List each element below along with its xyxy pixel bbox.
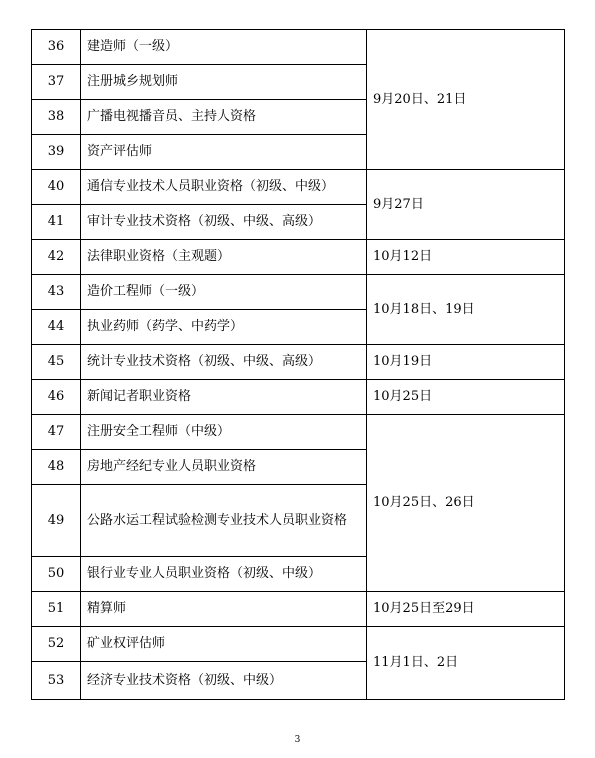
row-number: 40 <box>32 170 81 205</box>
exam-date: 10月18日、19日 <box>367 275 565 345</box>
table-row <box>32 380 565 415</box>
exam-name: 注册城乡规划师 <box>81 65 367 100</box>
exam-name: 广播电视播音员、主持人资格 <box>81 100 367 135</box>
row-number: 52 <box>32 627 81 662</box>
row-number: 44 <box>32 310 81 345</box>
exam-date: 10月25日、26日 <box>367 415 565 592</box>
exam-name: 统计专业技术资格（初级、中级、高级） <box>81 345 367 380</box>
exam-name: 通信专业技术人员职业资格（初级、中级） <box>81 170 367 205</box>
exam-date: 10月12日 <box>367 240 565 275</box>
exam-name: 审计专业技术资格（初级、中级、高级） <box>81 205 367 240</box>
table-row <box>32 170 565 205</box>
table-row <box>32 275 565 310</box>
table-row <box>32 627 565 662</box>
exam-name: 造价工程师（一级） <box>81 275 367 310</box>
row-number: 38 <box>32 100 81 135</box>
exam-name: 新闻记者职业资格 <box>81 380 367 415</box>
table-row <box>32 240 565 275</box>
exam-name: 注册安全工程师（中级） <box>81 415 367 450</box>
exam-name: 房地产经纪专业人员职业资格 <box>81 450 367 485</box>
row-number: 49 <box>32 485 81 557</box>
exam-date: 10月25日 <box>367 380 565 415</box>
row-number: 37 <box>32 65 81 100</box>
page-number: 3 <box>294 735 301 745</box>
row-number: 51 <box>32 592 81 627</box>
row-number: 53 <box>32 662 81 700</box>
row-number: 48 <box>32 450 81 485</box>
exam-name: 精算师 <box>81 592 367 627</box>
exam-name: 执业药师（药学、中药学） <box>81 310 367 345</box>
exam-date: 10月19日 <box>367 345 565 380</box>
exam-date: 9月27日 <box>367 170 565 240</box>
exam-name: 资产评估师 <box>81 135 367 170</box>
row-number: 45 <box>32 345 81 380</box>
table-row <box>32 30 565 65</box>
row-number: 43 <box>32 275 81 310</box>
exam-name: 矿业权评估师 <box>81 627 367 662</box>
exam-date: 11月1日、2日 <box>367 627 565 700</box>
row-number: 46 <box>32 380 81 415</box>
table-row <box>32 415 565 450</box>
exam-name: 银行业专业人员职业资格（初级、中级） <box>81 557 367 592</box>
exam-name: 法律职业资格（主观题） <box>81 240 367 275</box>
row-number: 47 <box>32 415 81 450</box>
exam-date: 9月20日、21日 <box>367 30 565 170</box>
row-number: 41 <box>32 205 81 240</box>
exam-name: 经济专业技术资格（初级、中级） <box>81 662 367 700</box>
row-number: 39 <box>32 135 81 170</box>
row-number: 36 <box>32 30 81 65</box>
exam-name: 公路水运工程试验检测专业技术人员职业资格 <box>81 485 367 557</box>
row-number: 50 <box>32 557 81 592</box>
row-number: 42 <box>32 240 81 275</box>
exam-date: 10月25日至29日 <box>367 592 565 627</box>
exam-name: 建造师（一级） <box>81 30 367 65</box>
table-row <box>32 592 565 627</box>
exam-schedule-table <box>31 29 565 700</box>
table-row <box>32 345 565 380</box>
